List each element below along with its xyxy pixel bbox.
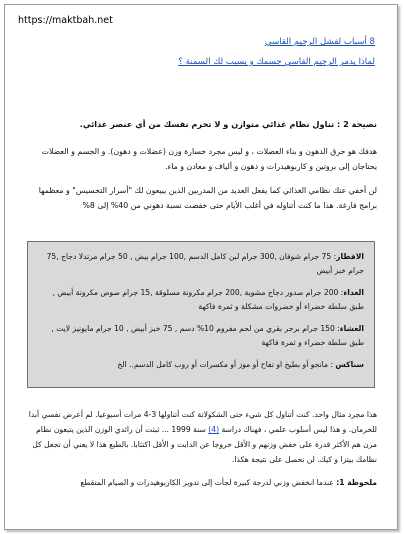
meal-breakfast [38, 250, 364, 278]
snacks-text: : مانجو أو بطيخ او تفاح أو موز أو مكسرات أو روب كامل الدسم.. الخ [117, 360, 336, 369]
breakfast-label: الافطار [336, 252, 364, 261]
meal-plan-box [27, 241, 375, 388]
tip2-heading: نصيحة 2 : تناول نظام غذائي متوازن و لا تحرم نفسك من أي عنصر غذائي. [79, 119, 377, 129]
note-paragraph [25, 475, 377, 490]
related-links [35, 36, 375, 76]
note-text: عندما انخفض وزني لدرجة كبيرة لجأت إلى تدوير الكاربوهيدرات و الصيام المتقطع [80, 478, 337, 487]
tip2-paragraph-2: لن أخفي عنك نظامي الغذائي كما يفعل العديد من المدربين الذين يبيعون لك "أسرار التخسيس" و معظمها برامج فارغة. هذا ما كنت أتناوله في أغلب الأيام حتى خفضت نسبة دهوني من 40% إلى 8% [38, 186, 377, 210]
after-box-section [25, 407, 377, 498]
lunch-label: الغداء [343, 288, 364, 297]
related-link-2[interactable]: لماذا يدمر الرجيم القاسي جسمك و يسبب لك السمنة ؟ [178, 57, 375, 67]
dinner-label: العشاء [339, 324, 364, 333]
related-link-1[interactable]: 8 أسباب لفشل الرجيم القاسي [264, 37, 375, 47]
snacks-label: سناكس [335, 360, 364, 369]
meal-dinner [38, 322, 364, 350]
note-label: ملحوظة 1: [336, 478, 377, 487]
document-page [4, 4, 398, 530]
example-text-end: سنة 1999 ... ثبتت أن رائدي الوزن الذين يتبعون نظام مرن هم الأكثر قدرة على خفض وزنهم و الأقل خروجا عن الدايت و الأقل اكتئابا. بالطبع هذا لا يعني أن تجعل كل نظامك بيتزا و كيك. لن تحصل على نتيجة هكذا. [32, 425, 377, 464]
meal-lunch [38, 286, 364, 314]
site-url: https://maktbah.net [18, 15, 113, 26]
meal-snacks [38, 358, 364, 372]
lunch-text: : 200 جرام صدور دجاج مشوية ,200 جرام مكرونة مسلوقة ,15 جرام صوص مكرونة أبيض , طبق سلطة خضراء أو خضروات مشكلة و ثمرة فاكهة [52, 288, 364, 311]
citation-link[interactable]: (4) [208, 425, 220, 434]
tip2-paragraph-1: هدفك هو حرق الدهون و بناء العضلات ، و ليس مجرد خسارة وزن (عضلات و دهون). و الجسم و العضلات يحتاجان إلى بروتين و كاربوهيدرات و دهون و ألياف و معادن و ماء. [41, 147, 377, 171]
example-paragraph [25, 407, 377, 467]
breakfast-text: : 75 جرام شوفان ,300 جرام لبن كامل الدسم ,100 جرام بيض , 50 جرام مرتدلا دجاج ,75 جرام خبز أبيض [46, 252, 364, 275]
example-text-start: هذا مجرد مثال واحد. كنت أتناول كل شيء حتى الشكولاتة كنت أتناولها 3-4 مرات أسبوعيا. لم أعرض نفسي أبدا للحرمان. و هذا ليس أسلوب علمي ، فهناك دراسة [28, 410, 377, 434]
tip2-section [25, 117, 377, 222]
dinner-text: : 150 جرام برجر بقري من لحم مفروم 10% دسم , 75 خبز أبيض , 10 جرام مايونيز لايت , طبق سلطة خضراء و ثمرة فاكهة [51, 324, 364, 347]
